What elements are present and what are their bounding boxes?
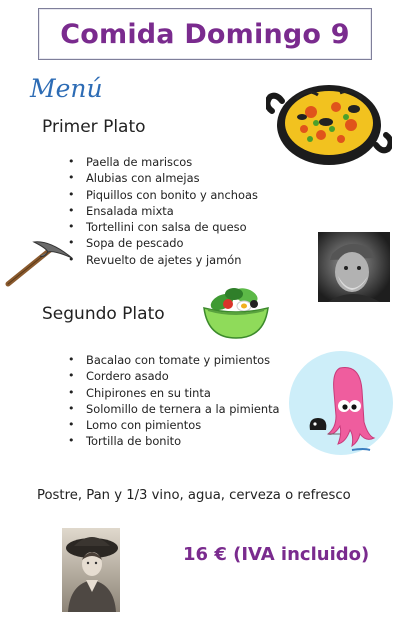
list-item: • Revuelto de ajetes y jamón [66,252,258,268]
second-course-title: Segundo Plato [42,304,165,324]
extras-text: Postre, Pan y 1/3 vino, agua, cerveza o refresco [37,488,351,503]
first-course-list [66,154,258,268]
list-item: • Tortellini con salsa de queso [66,219,258,235]
list-item: • Sopa de pescado [66,235,258,251]
miner-photo [318,232,390,302]
list-item: • Alubias con almejas [66,170,258,186]
title-box [38,8,372,60]
menu-heading: Menú [30,74,103,103]
lady-portrait-photo [62,528,120,612]
salad-bowl-icon [200,282,272,340]
first-course-title: Primer Plato [42,117,146,137]
pickaxe-icon [4,236,76,288]
paella-icon [266,77,392,169]
list-item: • Chipirones en su tinta [66,385,280,401]
list-item: • Cordero asado [66,368,280,384]
list-item: • Paella de mariscos [66,154,258,170]
page-title: Comida Domingo 9 [60,18,350,50]
list-item: • Lomo con pimientos [66,417,280,433]
squid-icon [288,350,394,456]
price-label: 16 € (IVA incluido) [183,544,370,565]
list-item: • Piquillos con bonito y anchoas [66,187,258,203]
second-course-list [66,352,280,450]
list-item: • Bacalao con tomate y pimientos [66,352,280,368]
list-item: • Tortilla de bonito [66,433,280,449]
list-item: • Ensalada mixta [66,203,258,219]
list-item: • Solomillo de ternera a la pimienta [66,401,280,417]
